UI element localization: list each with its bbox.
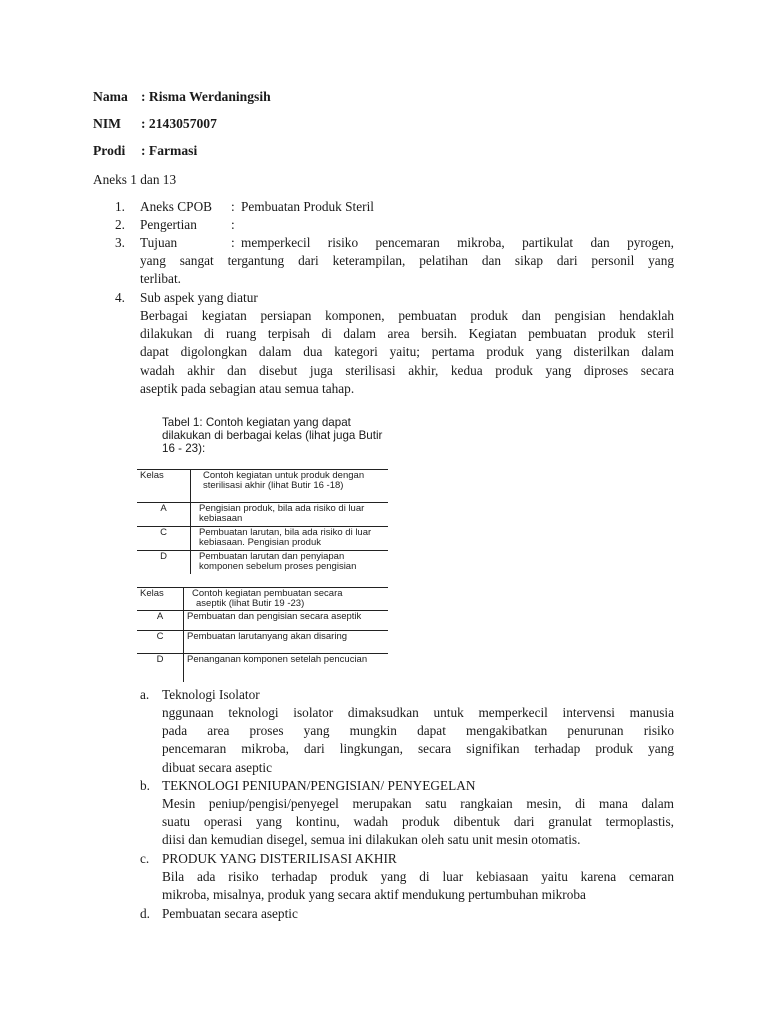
table-cell-kegiatan: Pembuatan dan pengisian secara aseptik	[184, 611, 389, 631]
table-cell-kelas: A	[137, 503, 191, 527]
table-cell-kelas: A	[137, 611, 184, 631]
list-item-label: Sub aspek yang diatur	[140, 290, 258, 305]
sublist-title: PRODUK YANG DISTERILISASI AKHIR	[162, 851, 397, 866]
nama-value: : Risma Werdaningsih	[141, 89, 271, 104]
list-item-label: Pengertian	[140, 217, 197, 232]
table-cell-kegiatan: Pembuatan larutan dan penyiapan komponen sebelum proses pengisian	[191, 551, 389, 575]
table-cell-kelas: C	[137, 527, 191, 551]
table-row	[137, 611, 388, 631]
table-cell-kegiatan: Pembuatan larutan, bila ada risiko di luar kebiasaan. Pengisian produk	[191, 527, 389, 551]
aneks-line: Aneks 1 dan 13	[93, 172, 177, 187]
sublist-title: TEKNOLOGI PENIUPAN/PENGISIAN/ PENYEGELAN	[162, 778, 476, 793]
list-item-number: 2.	[115, 217, 125, 232]
list-item-number: 4.	[115, 290, 125, 305]
list-item-separator: :	[231, 217, 235, 232]
sublist-letter: d.	[140, 906, 150, 921]
nama-label: Nama	[93, 89, 128, 104]
nim-label: NIM	[93, 116, 121, 131]
table-header-row	[137, 588, 388, 611]
table-cell-kelas: C	[137, 631, 184, 654]
sublist-title: Teknologi Isolator	[162, 687, 260, 702]
sublist-letter: c.	[140, 851, 150, 866]
sublist-letter: a.	[140, 687, 150, 702]
prodi-label: Prodi	[93, 143, 126, 158]
list-item-label: Aneks CPOB	[140, 199, 213, 214]
list-item-number: 3.	[115, 235, 125, 250]
sublist-paragraph: Bila ada risiko terhadap produk yang di luar kebiasaan yaitu karena cemaran mikroba, misalnya, produk yang secara aktif mendukung pertumbuhan mikroba	[162, 869, 674, 903]
table-header-contoh: Contoh kegiatan pembuatan secara aseptik (lihat Butir 19 -23)	[184, 588, 389, 611]
table-row	[137, 527, 388, 551]
list-item-separator: :	[231, 235, 235, 250]
table-cell-kegiatan: Penanganan komponen setelah pencucian	[184, 654, 389, 683]
tujuan-continuation: yang sangat tergantung dari keterampilan, pelatihan dan sikap dari personil yang terlibat.	[140, 253, 674, 287]
list-item-value: Pembuatan Produk Steril	[241, 199, 374, 214]
table-aseptik	[137, 587, 388, 682]
tujuan-line-1: memperkecil risiko pencemaran mikroba, partikulat dan pyrogen,	[241, 235, 674, 250]
table-sterilisasi-akhir	[137, 469, 388, 574]
table-header-kelas: Kelas	[137, 588, 184, 611]
table-cell-kelas: D	[137, 654, 184, 683]
table-row	[137, 503, 388, 527]
prodi-value: : Farmasi	[141, 143, 198, 158]
list-item-label: Tujuan	[140, 235, 178, 250]
sublist-title: Pembuatan secara aseptic	[162, 906, 298, 921]
table-cell-kegiatan: Pengisian produk, bila ada risiko di luar kebiasaan	[191, 503, 389, 527]
sublist-paragraph: nggunaan teknologi isolator dimaksudkan untuk memperkecil intervensi manusia pada area proses yang mungkin dapat mengakibatkan penurunan risiko pencemaran mikroba, dari lingkungan, secara signifikan terhadap produk yang dibuat secara aseptic	[162, 705, 674, 775]
sub-aspek-paragraph: Berbagai kegiatan persiapan komponen, pembuatan produk dan pengisian hendaklah dilakukan di ruang terpisah di dalam area bersih. Kegiatan pembuatan produk steril dapat digolongkan dalam dua kategori yaitu; pertama produk yang disterilkan dalam wadah akhir dan disebut juga sterilisasi akhir, kedua produk yang diproses secara aseptik pada sebagian atau semua tahap.	[140, 308, 674, 396]
sublist-letter: b.	[140, 778, 150, 793]
table-cell-kelas: D	[137, 551, 191, 575]
table-caption: Tabel 1: Contoh kegiatan yang dapat dilakukan di berbagai kelas (lihat juga Butir 16 - 23):	[162, 416, 383, 455]
table-row	[137, 551, 388, 575]
table-row	[137, 631, 388, 654]
table-header-kelas: Kelas	[137, 470, 191, 503]
list-item-separator: :	[231, 199, 235, 214]
table-header-contoh: Contoh kegiatan untuk produk dengan sterilisasi akhir (lihat Butir 16 -18)	[191, 470, 389, 503]
table-cell-kegiatan: Pembuatan larutanyang akan disaring	[184, 631, 389, 654]
nim-value: : 2143057007	[141, 116, 217, 131]
table-row	[137, 654, 388, 683]
list-item-number: 1.	[115, 199, 125, 214]
table-header-row	[137, 470, 388, 503]
sublist-paragraph: Mesin peniup/pengisi/penyegel merupakan satu rangkaian mesin, di mana dalam suatu operasi yang kontinu, wadah produk dibentuk dari granulat termoplastis, diisi dan kemudian disegel, semua ini dilakukan oleh satu unit mesin otomatis.	[162, 796, 674, 848]
